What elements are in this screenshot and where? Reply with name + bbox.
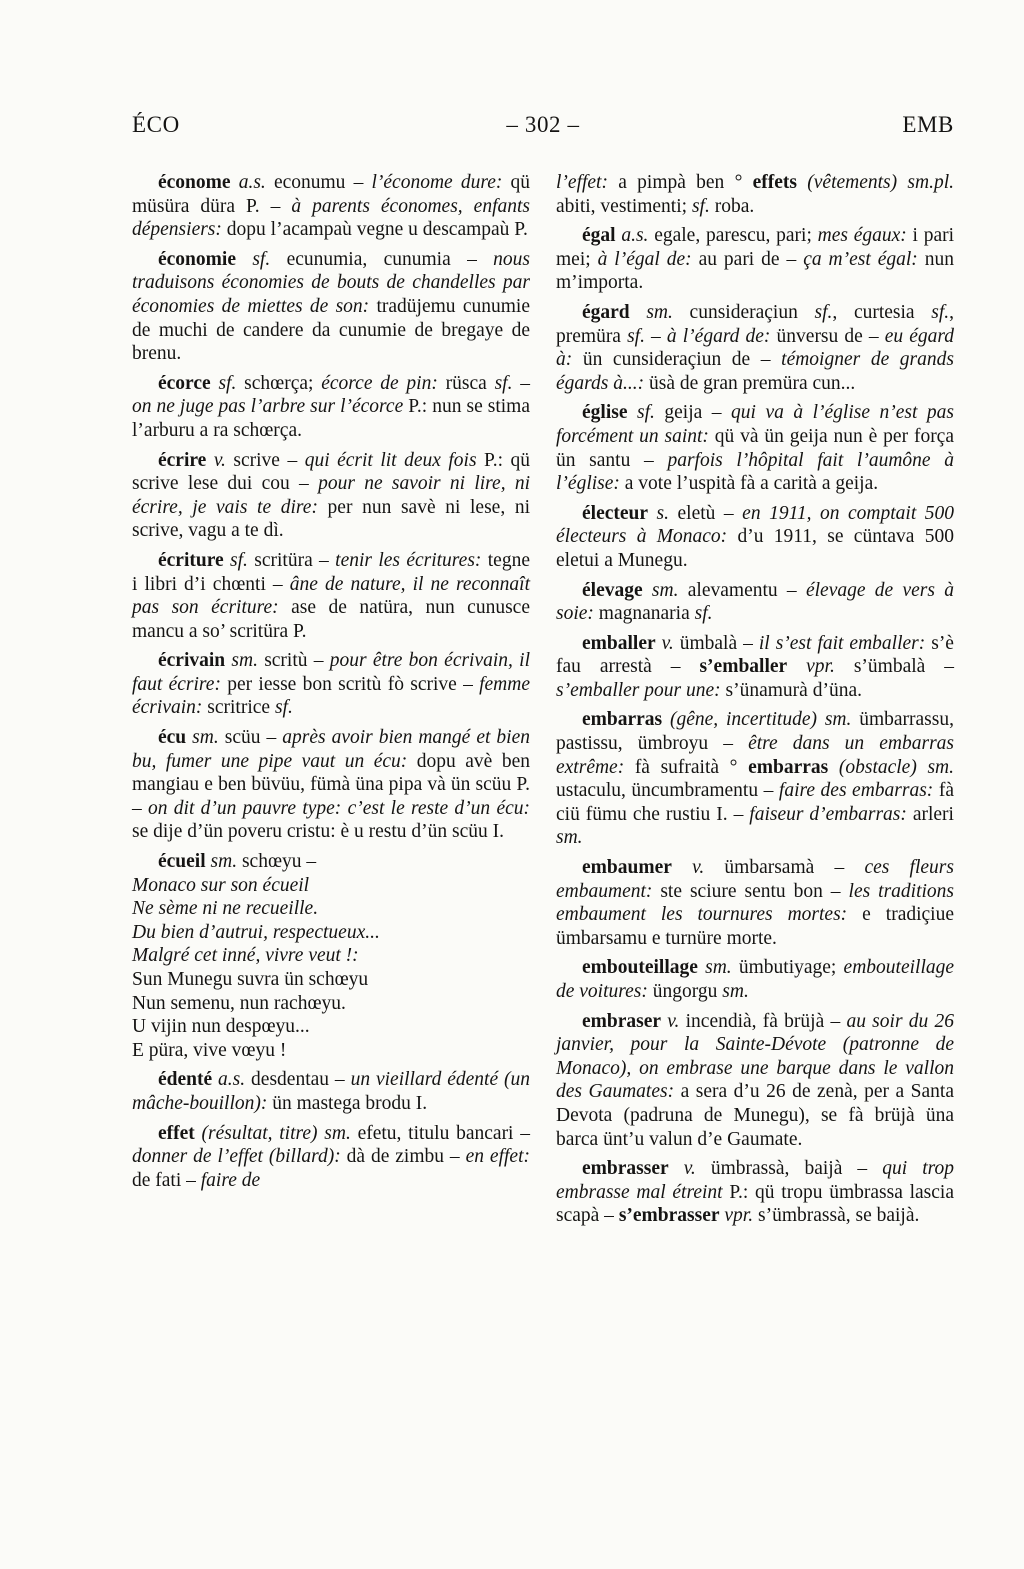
italic-text: s’emballer pour une: [556, 679, 721, 701]
italic-text: à parents économes, enfants dépensiers: [132, 195, 530, 241]
italic-text: s. [648, 502, 678, 524]
italic-text: a.s. [230, 172, 274, 193]
plain-text: fà sufraità ° [624, 756, 749, 778]
italic-text: pour ne savoir ni lire, ni écrire, je vais te dire: [132, 473, 531, 518]
italic-text: être dans un embarras extrême: [556, 733, 955, 778]
plain-text: roba. [709, 195, 755, 217]
plain-text: s’ümbalà – [853, 656, 954, 678]
italic-text: les traditions embaument les tournures mortes: [556, 880, 954, 926]
headword: église [582, 402, 628, 424]
plain-text: tradüjemu cunumie de muchi de candere da cunumie de bregaye de brenu. [132, 295, 530, 365]
italic-text: femme écrivain: [132, 673, 530, 719]
plain-text: desdentau – [251, 1069, 351, 1091]
verse-line [132, 874, 530, 898]
verse-line [132, 921, 530, 945]
headword: embrasser [582, 1158, 669, 1180]
plain-text: se dije d’ün poveru cristu: è u restu d’ün scüu I. [132, 821, 505, 843]
plain-text: Nun semenu, nun rachœyu. [132, 992, 346, 1014]
italic-text: Malgré cet inné, vivre veut !: [132, 945, 359, 967]
headword: écorce [158, 372, 211, 394]
plain-text: scritù – [264, 650, 330, 672]
plain-text: rüsca [437, 372, 495, 394]
dictionary-entry [556, 502, 954, 573]
verse-line [132, 992, 530, 1016]
italic-text: Monaco sur son écueil [132, 874, 310, 896]
italic-text: il s’est fait emballer: [758, 632, 926, 654]
italic-text: en 1911, on comptait 500 électeurs à Monaco: [556, 502, 954, 548]
italic-text: Du bien d’autrui, respectueux... [132, 921, 380, 943]
italic-text: v. [661, 1010, 686, 1032]
italic-text: âne de nature, il ne reconnaît pas son écriture: [132, 573, 530, 619]
italic-text: ces fleurs embaument: [556, 857, 954, 902]
plain-text: s’ümbrassà, se baijà. [758, 1205, 920, 1227]
plain-text: incendià, fà brüjà – [685, 1010, 847, 1032]
verse-line [132, 1015, 530, 1039]
plain-text: econumu – [273, 172, 372, 193]
plain-text: abiti, vestimenti; [556, 195, 692, 217]
italic-text: (vêtements) sm.pl. [797, 172, 954, 193]
plain-text: arleri [906, 803, 954, 825]
plain-text: qü và ün geija nun è per força ün santu – [556, 425, 954, 471]
italic-text: sm. [225, 650, 265, 672]
italic-text: nous traduisons économies de bouts de chandelles par économies de miettes de son: [132, 248, 530, 317]
italic-text: v. [671, 857, 725, 879]
plain-text: per iesse bon scritù fò scrive – [220, 673, 480, 695]
italic-text: a.s. [212, 1069, 252, 1091]
italic-text: embouteillage de voitures: [556, 957, 955, 1002]
dictionary-entry [556, 956, 954, 1003]
italic-text: sm. [642, 579, 688, 601]
verse-line [132, 897, 530, 921]
italic-text: mes égaux: [817, 225, 907, 247]
page-content [132, 112, 954, 1228]
italic-text: sf. [627, 402, 665, 424]
italic-text: v. [668, 1158, 711, 1180]
plain-text: alevamentu – [687, 579, 806, 601]
headword: écrivain [158, 650, 226, 672]
plain-text: üsà de gran premüra cun... [644, 372, 856, 394]
headword: embarras [582, 709, 663, 731]
italic-text: Ne sème ni ne recueille. [132, 898, 319, 920]
italic-text: sf. [494, 372, 513, 394]
dictionary-entry [556, 301, 954, 395]
plain-text: dà de zimbu – [340, 1146, 466, 1168]
italic-text: un vieillard édenté (un mâche-bouillon): [132, 1069, 530, 1114]
page-header [132, 112, 954, 138]
plain-text: eletù – [677, 502, 743, 524]
italic-text: sm. [556, 827, 583, 849]
verse-line [132, 944, 530, 968]
dictionary-entry [556, 1010, 954, 1152]
headword: embraser [582, 1010, 662, 1032]
plain-text: per nun savè ni lese, ni scrive, vagu a te dì. [132, 496, 530, 542]
italic-text: sm. [722, 981, 749, 1002]
dictionary-entry [556, 632, 954, 703]
headword: élevage [582, 579, 643, 601]
plain-text: , premüra [556, 301, 955, 347]
plain-text: geija – [664, 402, 732, 424]
plain-text: scritüra – [254, 549, 336, 571]
italic-text: parfois l’hôpital fait l’aumône à l’église: [556, 449, 954, 495]
headword: économe [158, 172, 231, 193]
italic-text: vpr. [787, 656, 854, 678]
text-columns [132, 171, 954, 1228]
italic-text: v. [206, 449, 234, 471]
sub-headword: s’emballer [699, 656, 788, 678]
plain-text: schœyu – [241, 851, 317, 873]
plain-text: a vote l’uspità fà a carità a geija. [619, 473, 879, 495]
dictionary-entry [556, 856, 954, 950]
italic-text: sf. [931, 301, 950, 323]
plain-text: magnanaria [593, 603, 695, 625]
plain-text: ün mastega brodu I. [267, 1092, 428, 1114]
italic-text: sm. [697, 957, 739, 979]
plain-text: scrive – [233, 449, 305, 471]
italic-text: qui va à l’église n’est pas forcément un saint: [556, 402, 954, 447]
plain-text: P.: qü scrive lese dui cou – [132, 449, 530, 495]
plain-text: ustaculu, üncumbramentu – [556, 780, 779, 802]
plain-text: tegne i libri d’i chœnti – [132, 549, 530, 595]
dictionary-entry [556, 1157, 954, 1228]
italic-text: faiseur d’embarras: [749, 803, 907, 825]
plain-text: egale, parescu, pari; [654, 225, 818, 247]
plain-text: i pari mei; [556, 225, 955, 270]
plain-text: scüu – [224, 727, 283, 749]
guide-word-right: EMB [902, 112, 954, 137]
dictionary-entry [132, 449, 530, 543]
headword: édenté [158, 1069, 213, 1091]
page-number: – 302 – [506, 112, 580, 137]
plain-text: nun m’importa. [556, 248, 954, 294]
headword: effets [752, 172, 798, 193]
italic-text: l’économe dure: [371, 172, 503, 193]
italic-text: sf. [235, 248, 287, 270]
italic-text: donner de l’effet (billard): [132, 1146, 341, 1168]
guide-word-left: ÉCO [132, 112, 180, 137]
italic-text: sm. [186, 727, 225, 749]
plain-text: ün cunsideraçiun de – [572, 349, 782, 371]
plain-text: efetu, titulu bancari – [357, 1122, 530, 1144]
italic-text: après avoir bien mangé et bien bu, fumer une pipe vaut un écu: [132, 727, 531, 772]
plain-text: ünversu de – [770, 325, 885, 347]
italic-text: (gêne, incertitude) sm. [662, 709, 860, 731]
plain-text: ümbutiyage; [738, 957, 844, 979]
plain-text: cunsideraçiun [689, 301, 815, 323]
italic-text: sf. [274, 697, 293, 719]
dictionary-entry [556, 579, 954, 626]
headword: écriture [158, 549, 224, 571]
sub-headword: embarras [748, 756, 829, 778]
dictionary-entry [132, 1068, 530, 1115]
plain-text: P.: qü tropu ümbrassa lascia scapà – [556, 1181, 954, 1227]
italic-text: sm. [629, 301, 690, 323]
italic-text: qui écrit lit deux fois [304, 449, 477, 471]
headword: écu [158, 727, 187, 749]
headword: écueil [158, 851, 206, 873]
plain-text: qü müsüra düra P. – [132, 172, 531, 217]
plain-text: ümbarrassu, pastissu, ümbroyu – [556, 709, 954, 755]
plain-text: ümbrassà, baijà – [710, 1158, 883, 1180]
dictionary-entry [132, 649, 530, 720]
italic-text: v. [655, 632, 680, 654]
italic-text: eu égard à: [556, 325, 954, 371]
verse-line [132, 968, 530, 992]
plain-text: schœrça; [244, 372, 322, 394]
dictionary-entry [132, 1122, 530, 1193]
plain-text: scritrice [202, 697, 275, 719]
plain-text: ümbarsamà – [724, 857, 865, 879]
italic-text: tenir les écritures: [335, 549, 482, 571]
italic-text: sf. [694, 603, 713, 625]
italic-text: on dit d’un pauvre type: c’est le reste d’un écu: [148, 797, 530, 819]
sub-headword: s’embrasser [618, 1205, 720, 1227]
dictionary-entry [132, 726, 530, 844]
plain-text: – [644, 325, 667, 347]
italic-text: sf. [223, 549, 255, 571]
plain-text: au pari de – [691, 248, 804, 270]
plain-text: a pimpà ben ° [607, 172, 753, 193]
dictionary-entry [132, 248, 530, 366]
right-column [556, 171, 954, 1228]
dictionary-entry [132, 850, 530, 874]
headword: économie [158, 248, 236, 270]
headword: écrire [158, 449, 207, 471]
left-column [132, 171, 530, 1228]
dictionary-entry [132, 372, 530, 443]
italic-text: en effet: [465, 1146, 530, 1168]
plain-text: d’u 1911, se cüntava 500 eletui a Munegu. [556, 526, 954, 571]
plain-text: Sun Munegu suvra ün schœyu [132, 969, 369, 990]
plain-text: s’ünamurà d’üna. [720, 679, 862, 701]
plain-text: fà ciü fümu che rustiu I. – [556, 780, 954, 825]
plain-text: ase de natüra, nun cunusce mancu a so’ scritüra P. [132, 597, 530, 642]
italic-text: on ne juge pas l’arbre sur l’écorce [132, 396, 404, 418]
italic-text: sf. [691, 195, 710, 217]
italic-text: faire des embarras: [778, 780, 934, 802]
plain-text: U vijin nun despœyu... [132, 1016, 310, 1038]
plain-text: a sera d’u 26 de zenà, per a Santa Devota (padruna de Munegu), se fà brüjà üna barca ünt’u valun d’e Gaumate. [556, 1081, 954, 1150]
italic-text: l’effet: [556, 172, 608, 193]
plain-text: P.: nun se stima l’arburu a ra schœrça. [132, 396, 530, 441]
dictionary-entry [556, 224, 954, 295]
plain-text: e tradiçiue ümbarsamu e turnüre morte. [556, 904, 954, 949]
italic-text: ça m’est égal: [803, 248, 918, 270]
italic-text: sf. [210, 372, 245, 394]
plain-text: , curtesia [832, 301, 932, 323]
headword: égard [582, 301, 630, 323]
italic-text: sf. [627, 325, 645, 347]
headword: égal [582, 225, 616, 247]
italic-text: écorce de pin: [321, 372, 438, 394]
plain-text: ecunumia, cunumia – [286, 248, 494, 270]
plain-text: üngorgu [647, 981, 723, 1002]
italic-text: (résultat, titre) sm. [194, 1122, 358, 1144]
plain-text: E püra, vive vœyu ! [132, 1039, 287, 1061]
dictionary-entry [556, 171, 954, 218]
plain-text: – [512, 372, 530, 394]
italic-text: à l’égal de: [597, 248, 692, 270]
plain-text: ste sciure sentu bon – [652, 880, 849, 902]
dictionary-entry [132, 549, 530, 643]
italic-text: sf. [814, 301, 833, 323]
headword: embouteillage [582, 957, 698, 979]
plain-text: ümbalà – [679, 632, 759, 654]
italic-text: vpr. [719, 1205, 758, 1227]
italic-text: à l’égard de: [666, 325, 771, 347]
dictionary-entry [556, 401, 954, 495]
italic-text: au soir du 26 janvier, pour la Sainte-Dévote (patronne de Monaco), on embrase une barque dans le vallon des Gaumates: [556, 1010, 954, 1103]
headword: électeur [582, 502, 649, 524]
italic-text: témoigner de grands égards à...: [556, 349, 954, 394]
italic-text: pour être bon écrivain, il faut écrire: [132, 650, 530, 695]
dictionary-entry [132, 171, 530, 242]
headword: emballer [582, 632, 656, 654]
italic-text: élevage de vers à soie: [556, 579, 955, 625]
dictionary-entry [556, 708, 954, 850]
italic-text: a.s. [615, 225, 655, 247]
plain-text: s’è fau arrestà – [556, 632, 954, 678]
plain-text: dopu l’acampaù vegne u descampaù P. [221, 219, 528, 241]
headword: embaumer [582, 857, 672, 879]
plain-text: de fati – [132, 1169, 201, 1191]
italic-text: faire de [200, 1169, 261, 1191]
headword: effet [158, 1122, 195, 1144]
italic-text: qui trop embrasse mal étreint [556, 1158, 954, 1203]
verse-line [132, 1039, 530, 1063]
plain-text: dopu avè ben mangiau e ben büvüu, fümà üna pipa và ün scüu P. – [132, 750, 530, 819]
italic-text: (obstacle) sm. [828, 756, 954, 778]
italic-text: sm. [205, 851, 242, 873]
